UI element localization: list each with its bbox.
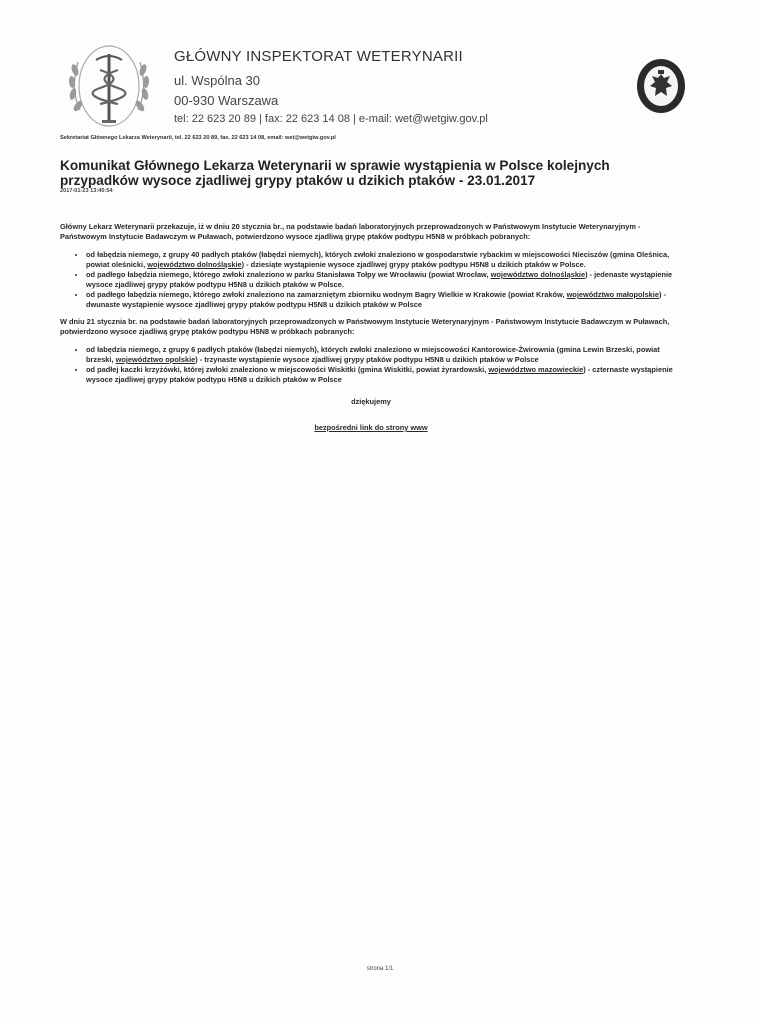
region-link[interactable]: województwo dolnośląskie bbox=[147, 260, 242, 269]
item-text: ) - czternaste wystąpienie wysoce zjadliwej grypy ptaków podtypu H5N8 u dzikich ptaków w Polsce bbox=[86, 365, 673, 384]
item-text: od padłej kaczki krzyżówki, której zwłoki znaleziono w miejscowości Wiskitki (gmina Wiskitki, powiat żyrardowski, bbox=[86, 365, 489, 374]
intro-paragraph-1: Główny Lekarz Weterynarii przekazuje, iż w dniu 20 stycznia br., na podstawie badań laboratoryjnych przeprowadzonych w Państwowym Instytucie Weterynaryjnym - Państwowym Instytucie Badawczym w Puławach, potwierdzono wysoce zjadliwą grypę ptaków podtypu H5N8 w próbkach pobranych: bbox=[60, 222, 641, 241]
list-item bbox=[86, 345, 682, 365]
sample-list-2 bbox=[60, 345, 682, 385]
header-block bbox=[174, 48, 488, 125]
page-title: Komunikat Głównego Lekarza Weterynarii w sprawie wystąpienia w Polsce kolejnych przypadków wysoce zjadliwej grypy ptaków u dzikich ptaków - 23.01.2017 bbox=[60, 158, 610, 188]
caduceus-logo-icon bbox=[60, 40, 158, 132]
page-number: strona 1/1 bbox=[366, 966, 394, 972]
item-text: od padłego łabędzia niemego, którego zwłoki znaleziono w parku Stanisława Tołpy we Wrocławiu (powiat Wrocław, bbox=[86, 270, 491, 279]
secretariat-line: Sekretariat Głównego Lekarza Weterynarii, tel. 22 623 20 89, fax. 22 623 14 08, email: wet@wetgiw.gov.pl bbox=[60, 135, 336, 141]
emblem-eagle-icon bbox=[636, 58, 686, 114]
region-link[interactable]: województwo dolnośląskie bbox=[490, 270, 586, 279]
item-text: ) - dziesiąte wystąpienie wysoce zjadliwej grypy ptaków podtypu H5N8 u dzikich ptaków w Polsce. bbox=[241, 260, 586, 269]
region-link[interactable]: województwo opolskie bbox=[115, 355, 196, 364]
item-text: od padłego łabędzia niemego, którego zwłoki znaleziono na zamarzniętym zbiorniku wodnym Bagry Wielkie w Krakowie (powiat Kraków, bbox=[86, 290, 567, 299]
item-text: ) - trzynaste wystąpienie wysoce zjadliwej grypy ptaków podtypu H5N8 u dzikich ptaków w Polsce bbox=[195, 355, 539, 364]
list-item bbox=[86, 290, 682, 310]
announcement-body bbox=[60, 222, 682, 433]
item-text: od łabędzia niemego, z grupy 40 padłych ptaków (łabędzi niemych), których zwłoki znaleziono w gospodarstwie rybackim w miejscowości Nieciszów (gmina Oleśnica, powiat oleśnicki, bbox=[86, 250, 670, 269]
thanks-text: dziękujemy bbox=[351, 397, 391, 406]
list-item bbox=[86, 365, 682, 385]
list-item bbox=[86, 270, 682, 290]
street-address: ul. Wspólna 30 bbox=[174, 73, 260, 88]
item-text: od łabędzia niemego, z grupy 6 padłych ptaków (łabędzi niemych), których zwłoki znaleziono w miejscowości Kantorowice-Żwirownia (gmina Lewin Brzeski, powiat brzeski, bbox=[86, 345, 660, 364]
timestamp: 2017-01-23 13:40:54 bbox=[60, 188, 113, 194]
region-link[interactable]: województwo małopolskie bbox=[566, 290, 659, 299]
list-item bbox=[86, 250, 682, 270]
direct-link[interactable]: bezpośredni link do strony www bbox=[314, 423, 428, 432]
item-text: ) - dwunaste wystąpienie wysoce zjadliwej grypy ptaków podtypu H5N8 u dzikich ptaków w Polsce bbox=[86, 290, 666, 309]
region-link[interactable]: województwo mazowieckie bbox=[488, 365, 584, 374]
item-text: ) - jedenaste wystąpienie wysoce zjadliwej grypy ptaków podtypu H5N8 u dzikich ptaków w Polsce. bbox=[86, 270, 673, 289]
org-name: GŁÓWNY INSPEKTORAT WETERYNARII bbox=[174, 48, 463, 65]
intro-paragraph-2: W dniu 21 stycznia br. na podstawie badań laboratoryjnych przeprowadzonych w Państwowym Instytucie Weterynaryjnym - Państwowym Instytucie Badawczym w Puławach, potwierdzono wysoce zjadliwą grypę ptaków podtypu H5N8 w próbkach pobranych: bbox=[60, 317, 670, 336]
contact-line: tel: 22 623 20 89 | fax: 22 623 14 08 | e-mail: wet@wetgiw.gov.pl bbox=[174, 113, 488, 125]
city-address: 00-930 Warszawa bbox=[174, 93, 279, 108]
sample-list-1 bbox=[60, 250, 682, 310]
